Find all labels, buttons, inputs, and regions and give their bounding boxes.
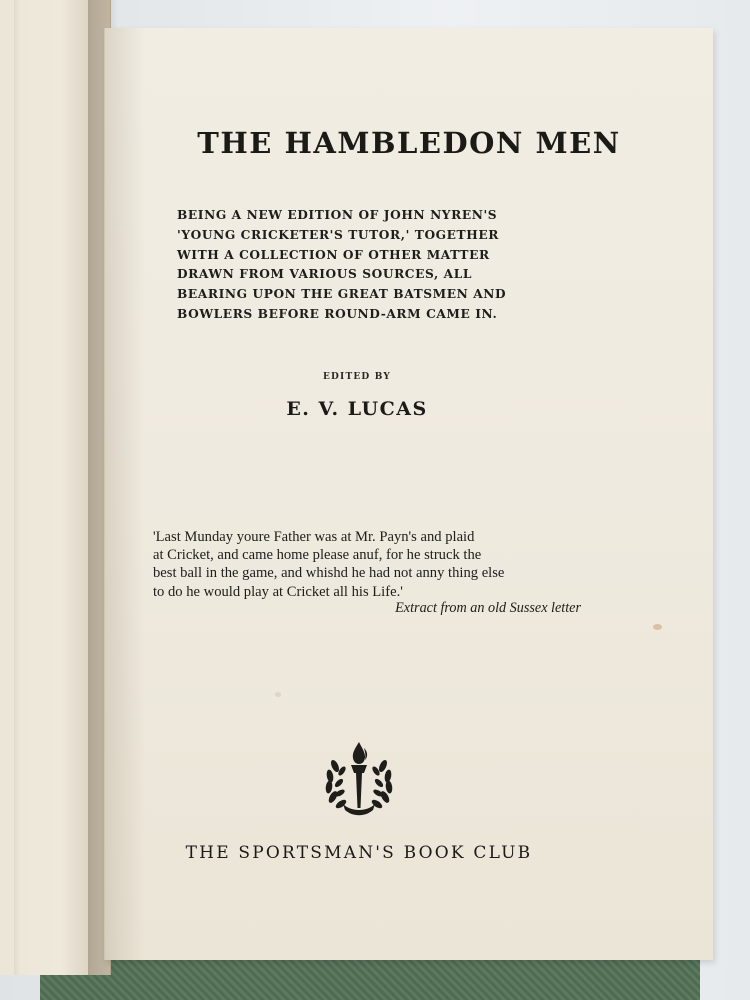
torch-laurel-wreath-icon	[321, 738, 397, 822]
subtitle-line: BEARING UPON THE GREAT BATSMEN AND	[177, 287, 507, 302]
book-subtitle	[177, 206, 577, 325]
quote-line: 'Last Munday youre Father was at Mr. Payn's and plaid	[153, 529, 475, 545]
epigraph-source: Extract from an old Sussex letter	[395, 600, 581, 616]
quote-line: at Cricket, and came home please anuf, for he struck the	[153, 547, 482, 564]
quote-line: best ball in the game, and whishd he had not anny thing else	[153, 565, 505, 582]
subtitle-line: WITH A COLLECTION OF OTHER MATTER	[177, 247, 490, 262]
paper-stain	[653, 624, 662, 630]
epigraph-quote	[153, 528, 583, 601]
paper-stain	[275, 692, 281, 697]
book-title: THE HAMBLEDON MEN	[197, 126, 621, 160]
subtitle-line: DRAWN FROM VARIOUS SOURCES, ALL	[177, 267, 473, 282]
green-cloth-cover	[40, 960, 700, 1000]
editor-name: E. V. LUCAS	[286, 398, 428, 420]
subtitle-line: BEING A NEW EDITION OF JOHN NYREN'S	[177, 208, 498, 222]
subtitle-line: 'YOUNG CRICKETER'S TUTOR,' TOGETHER	[177, 227, 499, 242]
title-page	[104, 28, 713, 960]
edited-by-label: EDITED BY	[322, 372, 392, 382]
publisher-imprint: THE SPORTSMAN'S BOOK CLUB	[185, 843, 533, 863]
quote-line: to do he would play at Cricket all his Life.'	[153, 583, 403, 600]
subtitle-line: BOWLERS BEFORE ROUND-ARM CAME IN.	[177, 306, 498, 321]
